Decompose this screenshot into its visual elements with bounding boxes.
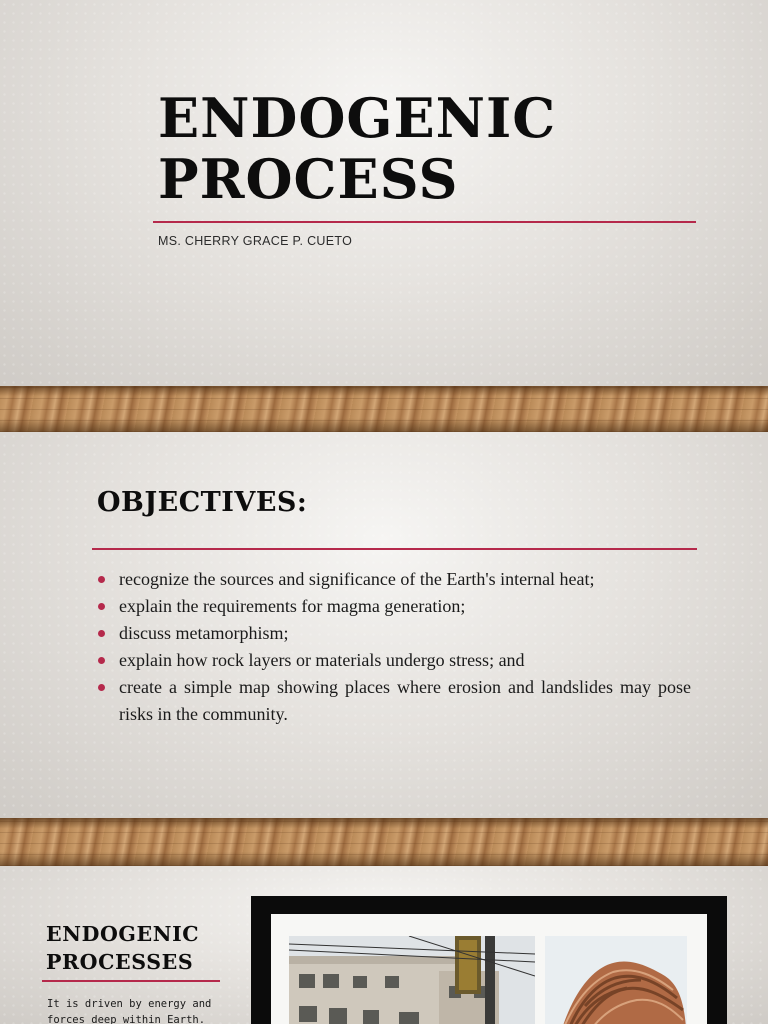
bullet-icon	[98, 684, 105, 691]
section-body	[47, 996, 217, 1024]
objectives-divider	[92, 548, 697, 550]
section-divider	[42, 980, 220, 982]
section-heading	[46, 920, 199, 976]
wood-floor-divider	[0, 386, 768, 432]
objective-text: discuss metamorphism;	[119, 623, 289, 643]
body-line-1: It is driven by energy and	[47, 998, 212, 1010]
list-item	[97, 620, 691, 647]
objective-text: explain the requirements for magma generation;	[119, 596, 466, 616]
list-item	[97, 593, 691, 620]
list-item	[97, 647, 691, 674]
bullet-icon	[98, 576, 105, 583]
bullet-icon	[98, 657, 105, 664]
rock-layers-photo	[545, 936, 687, 1024]
picture-mat	[271, 914, 707, 1024]
objectives-heading: OBJECTIVES:	[97, 487, 308, 518]
endogenic-processes-slide	[0, 866, 768, 1024]
picture-frame	[251, 896, 727, 1024]
list-item	[97, 674, 691, 728]
building-photo	[289, 936, 535, 1024]
title-divider	[153, 221, 696, 223]
heading-line-2: PROCESSES	[46, 950, 194, 974]
slide-title	[158, 88, 718, 210]
body-line-2: forces deep within Earth.	[47, 1014, 206, 1024]
title-slide	[0, 0, 768, 386]
wood-floor-divider	[0, 818, 768, 866]
objectives-slide	[0, 432, 768, 818]
list-item	[97, 566, 691, 593]
author-name: MS. CHERRY GRACE P. CUETO	[158, 234, 353, 248]
bullet-icon	[98, 603, 105, 610]
bullet-icon	[98, 630, 105, 637]
objective-text: explain how rock layers or materials undergo stress; and	[119, 650, 525, 670]
heading-line-1: ENDOGENIC	[46, 922, 200, 946]
title-line-1: ENDOGENIC	[158, 86, 557, 150]
objective-text: create a simple map showing places where erosion and landslides may pose risks in the community.	[119, 677, 691, 724]
title-line-2: PROCESS	[158, 147, 459, 211]
objective-text: recognize the sources and significance of the Earth's internal heat;	[119, 569, 595, 589]
objectives-list	[97, 566, 691, 728]
